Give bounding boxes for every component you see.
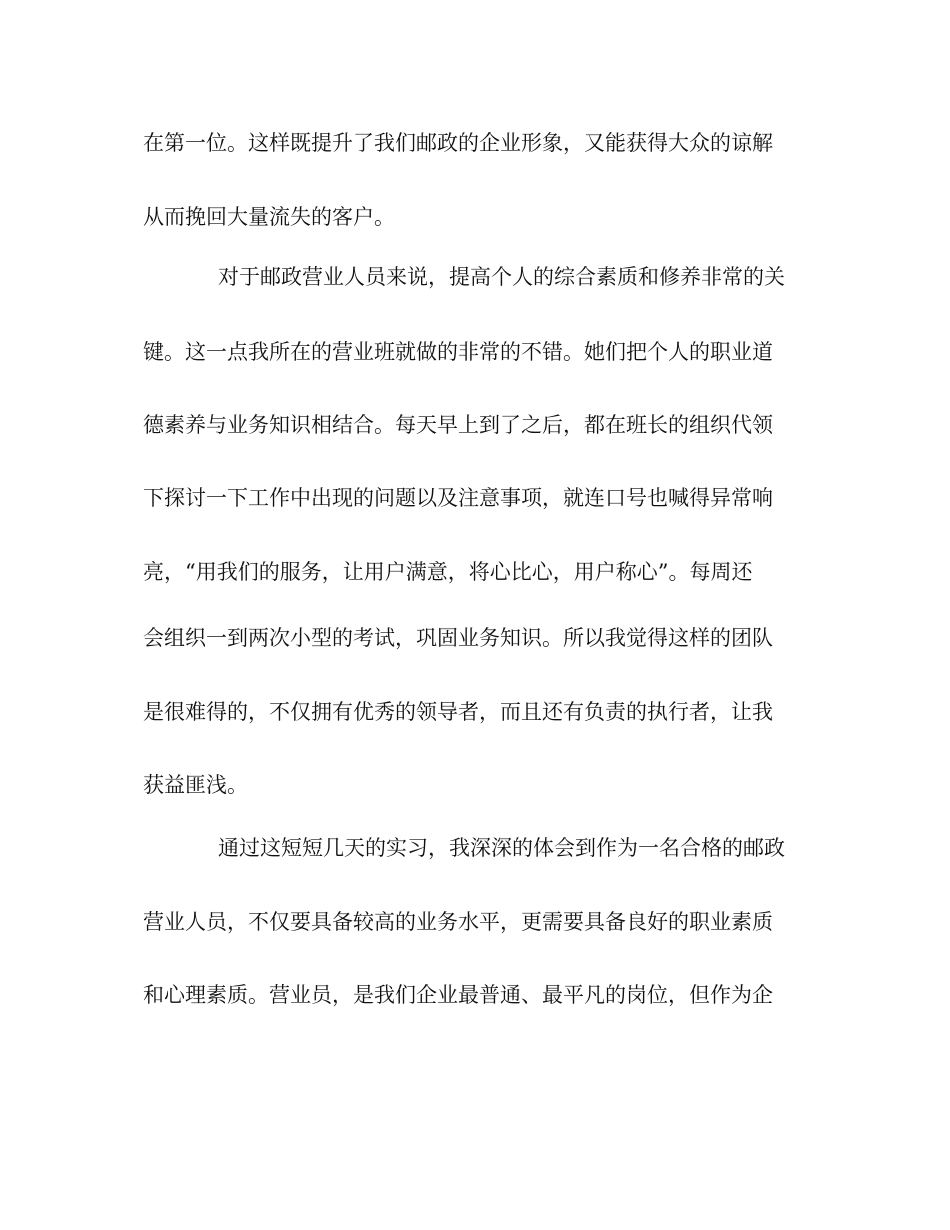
text-line: 亮，“用我们的服务，让用户满意，将心比心，用户称心”。每周还 <box>143 560 753 584</box>
text-line: 在第一位。这样既提升了我们邮政的企业形象，又能获得大众的谅解 <box>143 131 773 155</box>
text-line: 德素养与业务知识相结合。每天早上到了之后，都在班长的组织代领 <box>143 413 773 437</box>
text-line: 和心理素质。营业员，是我们企业最普通、最平凡的岗位，但作为企 <box>143 983 773 1007</box>
text-line: 下探讨一下工作中出现的问题以及注意事项，就连口号也喊得异常响 <box>143 486 773 510</box>
text-line: 获益匪浅。 <box>143 773 248 797</box>
text-line: 营业人员，不仅要具备较高的业务水平，更需要具备良好的职业素质 <box>143 910 773 934</box>
text-line: 会组织一到两次小型的考试，巩固业务知识。所以我觉得这样的团队 <box>143 626 773 650</box>
text-line: 是很难得的，不仅拥有优秀的领导者，而且还有负责的执行者，让我 <box>143 700 773 724</box>
paragraph-start-line: 对于邮政营业人员来说，提高个人的综合素质和修养非常的关 <box>218 265 785 289</box>
text-line: 键。这一点我所在的营业班就做的非常的不错。她们把个人的职业道 <box>143 340 773 364</box>
text-line: 从而挽回大量流失的客户。 <box>143 205 395 229</box>
paragraph-start-line: 通过这短短几天的实习，我深深的体会到作为一名合格的邮政 <box>218 836 785 860</box>
